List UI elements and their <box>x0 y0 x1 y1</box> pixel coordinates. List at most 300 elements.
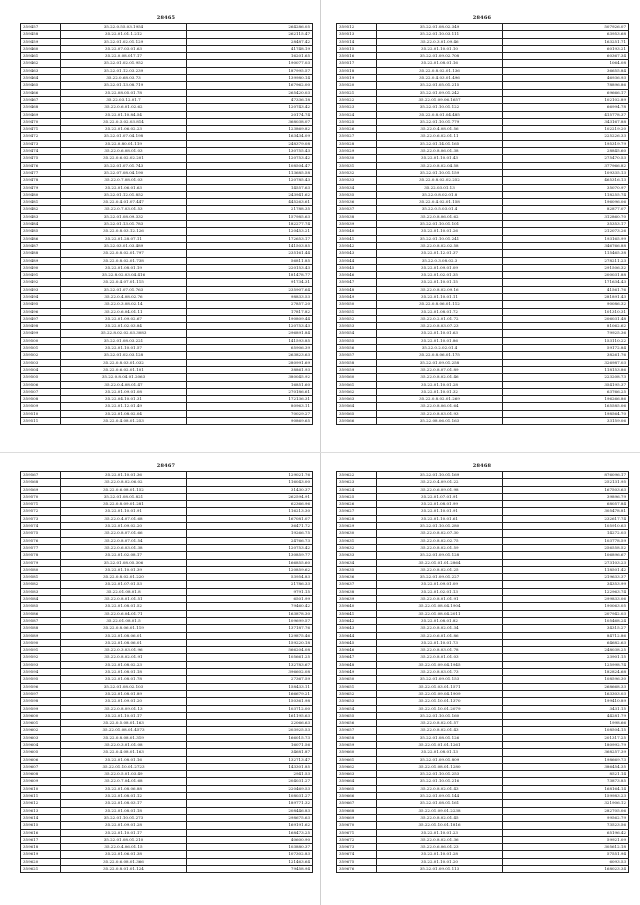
amount-cell: 200031.88 <box>503 272 629 279</box>
table-row <box>337 199 629 206</box>
reference-code-cell: 35.22.01.08.09.332 <box>61 213 187 220</box>
row-id-cell: 359582 <box>21 581 61 588</box>
row-id-cell: 359635 <box>337 566 377 573</box>
table-row <box>21 705 313 712</box>
table-row <box>21 169 313 176</box>
row-id-cell: 359631 <box>337 537 377 544</box>
table-row <box>337 89 629 96</box>
table-row <box>337 111 629 118</box>
table-row <box>337 67 629 74</box>
reference-code-cell: 35.22.01.10.01.216 <box>377 778 503 785</box>
reference-code-cell: 35.22.01.09.01.08 <box>61 388 187 395</box>
table-row <box>337 778 629 785</box>
table-row <box>21 330 313 337</box>
row-id-cell: 359663 <box>337 771 377 778</box>
reference-code-cell: 35.22.0.5.03.01.4 <box>377 206 503 213</box>
row-id-cell: 359634 <box>337 559 377 566</box>
reference-code-cell: 35.22.01.08.01.78 <box>61 676 187 683</box>
table-row <box>337 661 629 668</box>
row-id-cell: 359624 <box>337 486 377 493</box>
amount-cell: 172136.31 <box>187 396 313 403</box>
reference-code-cell: 35.22.0.8.02.01.43 <box>377 727 503 734</box>
amount-cell: 161195.63 <box>187 712 313 719</box>
reference-code-cell: 35.22.0.08.017.17 <box>61 53 187 60</box>
amount-cell: 120753.42 <box>187 544 313 551</box>
row-id-cell: 359671 <box>337 829 377 836</box>
amount-cell: 396602.08 <box>187 669 313 676</box>
reference-code-cell: 35.22.01.10.01.61 <box>377 515 503 522</box>
amount-cell: 62366.96 <box>187 501 313 508</box>
amount-cell: 20174.74 <box>187 111 313 118</box>
reference-code-cell: 35.22.08.06.01.163 <box>377 418 503 425</box>
reference-code-cell: 35.22.01.10.01.122 <box>377 104 503 111</box>
row-id-cell: 359599 <box>21 705 61 712</box>
table-row <box>337 698 629 705</box>
row-id-cell: 359476 <box>21 162 61 169</box>
row-id-cell: 359509 <box>21 403 61 410</box>
table-row <box>337 104 629 111</box>
table-row <box>337 359 629 366</box>
row-id-cell: 359546 <box>337 272 377 279</box>
table-row <box>337 228 629 235</box>
reference-code-cell: 35.22.01.10.01.43 <box>377 155 503 162</box>
row-id-cell: 359653 <box>337 698 377 705</box>
row-id-cell: 359666 <box>337 793 377 800</box>
table-row <box>337 515 629 522</box>
amount-cell: 24766.73 <box>187 537 313 544</box>
reference-code-cell: 35.22.01.10.01.91 <box>377 508 503 515</box>
table-row <box>337 286 629 293</box>
reference-code-cell: 35.22.0.6.02.02.201 <box>61 155 187 162</box>
amount-cell: 22066.63 <box>187 720 313 727</box>
amount-cell: 116213.30 <box>187 508 313 515</box>
row-id-cell: 359590 <box>21 639 61 646</box>
table-row <box>21 403 313 410</box>
reference-code-cell: 35.22.01.09.01.113 <box>377 866 503 873</box>
row-id-cell: 359621 <box>21 866 61 873</box>
amount-cell: 130859.77 <box>187 552 313 559</box>
table-row <box>337 632 629 639</box>
row-id-cell: 359644 <box>337 632 377 639</box>
reference-code-cell: 35.22.01.09.02.708 <box>377 53 503 60</box>
row-id-cell: 359481 <box>21 199 61 206</box>
amount-cell: 235907.64 <box>187 286 313 293</box>
amount-cell: 163434.09 <box>187 133 313 140</box>
reference-code-cell: 35.22.0.3.03.01.96 <box>61 647 187 654</box>
row-id-cell: 359601 <box>21 720 61 727</box>
reference-code-cell: 35.22.01.10.01.2723 <box>61 763 187 770</box>
table-row <box>337 836 629 843</box>
reference-code-cell: 35.22.01.10.01.1816 <box>377 822 503 829</box>
reference-code-cell: 35.22.01.08.01.16 <box>61 756 187 763</box>
amount-cell: 268668.33 <box>503 683 629 690</box>
amount-cell: 165585.06 <box>503 403 629 410</box>
table-row <box>21 67 313 74</box>
row-id-cell: 359472 <box>21 133 61 140</box>
table-row <box>337 381 629 388</box>
reference-code-cell: 35.22.01.12.03.239 <box>61 67 187 74</box>
amount-cell: 116043.00 <box>187 479 313 486</box>
table-row <box>337 588 629 595</box>
amount-cell: 163878.30 <box>187 610 313 617</box>
row-id-cell: 359457 <box>21 24 61 31</box>
row-id-cell: 359661 <box>337 756 377 763</box>
amount-cell: 79458.94 <box>187 866 313 873</box>
reference-code-cell: 35.22.0.8.06.01.62 <box>377 213 503 220</box>
amount-cell: 115465.38 <box>503 250 629 257</box>
table-row <box>21 24 313 31</box>
amount-cell: 280991.69 <box>187 359 313 366</box>
amount-cell: 166679.21 <box>187 690 313 697</box>
amount-cell: 34681.87 <box>187 749 313 756</box>
row-id-cell: 359614 <box>21 814 61 821</box>
row-id-cell: 359594 <box>21 669 61 676</box>
reference-code-cell: 35.22.01.10.01.241 <box>377 235 503 242</box>
amount-cell: 2941.53 <box>187 771 313 778</box>
reference-code-cell: 35.22.0.3.08.02.14 <box>61 301 187 308</box>
reference-code-cell: 35.22.0.8.02.01.136 <box>377 67 503 74</box>
table-row <box>21 126 313 133</box>
reference-code-cell: 35.22.0.8.03.01.032 <box>61 359 187 366</box>
row-id-cell: 359676 <box>337 866 377 873</box>
table-row <box>21 596 313 603</box>
data-table <box>336 471 629 873</box>
row-id-cell: 359549 <box>337 293 377 300</box>
row-id-cell: 359664 <box>337 778 377 785</box>
amount-cell: 102102.89 <box>503 96 629 103</box>
amount-cell: 166015.73 <box>187 734 313 741</box>
reference-code-cell: 35.22.01.10.01.253 <box>377 771 503 778</box>
reference-code-cell: 35.22.01.10.01.11 <box>377 293 503 300</box>
row-id-cell: 359541 <box>337 235 377 242</box>
table-row <box>21 683 313 690</box>
reference-code-cell: 35.22.0.6.08.01.366 <box>61 858 187 865</box>
row-id-cell: 359588 <box>21 625 61 632</box>
amount-cell: 118255.74 <box>503 191 629 198</box>
reference-code-cell: 35.22.01.10.01.39 <box>61 566 187 573</box>
table-row <box>21 381 313 388</box>
row-id-cell: 359493 <box>21 286 61 293</box>
reference-code-cell: 35.22.01.09.02.67 <box>61 315 187 322</box>
row-id-cell: 359575 <box>21 530 61 537</box>
reference-code-cell: 35.22.01.09.01.809 <box>377 756 503 763</box>
reference-code-cell: 35.22.0.6.02.01.101 <box>61 366 187 373</box>
reference-code-cell: 35.22.01.10.01.169 <box>377 472 503 479</box>
amount-cell: 198669.73 <box>503 756 629 763</box>
row-id-cell: 359462 <box>21 60 61 67</box>
table-row <box>21 749 313 756</box>
amount-cell: 193165.99 <box>503 235 629 242</box>
table-row <box>21 771 313 778</box>
amount-cell: 262594.91 <box>187 493 313 500</box>
amount-cell: 182824.68 <box>503 669 629 676</box>
row-id-cell: 359488 <box>21 250 61 257</box>
amount-cell: 225226.33 <box>503 133 629 140</box>
amount-cell: 120743.42 <box>187 104 313 111</box>
table-row <box>337 140 629 147</box>
table-row <box>337 118 629 125</box>
table-row <box>337 315 629 322</box>
row-id-cell: 359558 <box>337 359 377 366</box>
table-row <box>21 858 313 865</box>
reference-code-cell: 35.22.0.4.08.01.56 <box>377 126 503 133</box>
amount-cell: 64682.63 <box>503 639 629 646</box>
reference-code-cell: 35.22.0.8.03.01.93 <box>377 410 503 417</box>
reference-code-cell: 35.22.0.6.06.01.23 <box>377 844 503 851</box>
reference-code-cell: 35.22.01.10.01.17 <box>61 829 187 836</box>
table-row <box>337 272 629 279</box>
table-row <box>21 199 313 206</box>
table-row <box>21 155 313 162</box>
amount-cell: 73523.56 <box>503 822 629 829</box>
table-row <box>337 771 629 778</box>
reference-code-cell: 35.22.0.6.04.01.71 <box>61 610 187 617</box>
amount-cell: 507926.07 <box>503 24 629 31</box>
reference-code-cell: 35.22.01.10.01.15 <box>377 279 503 286</box>
reference-code-cell: 35.22.0.6.03.01.38 <box>61 544 187 551</box>
amount-cell: 275470.53 <box>503 155 629 162</box>
row-id-cell: 359547 <box>337 279 377 286</box>
row-id-cell: 359552 <box>337 315 377 322</box>
row-id-cell: 359626 <box>337 501 377 508</box>
amount-cell: 6501.99 <box>187 596 313 603</box>
reference-code-cell: 35.22.0.8.03.01.73 <box>377 669 503 676</box>
reference-code-cell: 35.22.03.01.13 <box>377 184 503 191</box>
table-row <box>337 293 629 300</box>
row-id-cell: 359499 <box>21 330 61 337</box>
amount-cell: 566204.08 <box>187 647 313 654</box>
table-row <box>21 148 313 155</box>
table-row <box>21 617 313 624</box>
row-id-cell: 359506 <box>21 381 61 388</box>
row-id-cell: 359556 <box>337 345 377 352</box>
row-id-cell: 359517 <box>337 60 377 67</box>
table-row <box>337 581 629 588</box>
table-row <box>21 45 313 52</box>
reference-code-cell: 35.22.0.6.04.01.11 <box>61 308 187 315</box>
amount-cell: 139980.14 <box>187 75 313 82</box>
row-id-cell: 359548 <box>337 286 377 293</box>
reference-code-cell: 35.22.0.8.02.01.8 <box>377 191 503 198</box>
reference-code-cell: 35.22.01.10.01.63 <box>377 330 503 337</box>
amount-cell: 56811.85 <box>187 257 313 264</box>
reference-code-cell: 35.22.01.06.01.63 <box>61 184 187 191</box>
row-id-cell: 359650 <box>337 676 377 683</box>
reference-code-cell: 35.22.01.12.01.49 <box>61 403 187 410</box>
reference-code-cell: 35.22.0.3.01.09.46 <box>377 38 503 45</box>
row-id-cell: 359498 <box>21 323 61 330</box>
amount-cell: 1998.66 <box>503 720 629 727</box>
table-row <box>337 486 629 493</box>
row-id-cell: 359555 <box>337 337 377 344</box>
reference-code-cell: 35.22.01.06.02.23 <box>61 126 187 133</box>
row-id-cell: 359565 <box>337 410 377 417</box>
reference-code-cell: 35.22.01.08.03.17 <box>61 800 187 807</box>
reference-code-cell: 35.22.01.08.04.2011 <box>377 610 503 617</box>
row-id-cell: 359502 <box>21 352 61 359</box>
amount-cell: 59172.84 <box>503 345 629 352</box>
row-id-cell: 359494 <box>21 293 61 300</box>
reference-code-cell: 35.22.01.10.01.20 <box>377 858 503 865</box>
row-id-cell: 359514 <box>337 38 377 45</box>
row-id-cell: 359471 <box>21 126 61 133</box>
table-row <box>337 155 629 162</box>
row-id-cell: 359630 <box>337 530 377 537</box>
table-row <box>337 133 629 140</box>
table-row <box>337 829 629 836</box>
table-row <box>337 866 629 873</box>
table-row <box>21 741 313 748</box>
table-row <box>21 118 313 125</box>
reference-code-cell: 35.22.0.8.07.01.89 <box>377 366 503 373</box>
amount-cell: 130755.43 <box>187 148 313 155</box>
reference-code-cell: 35.22.0.8.01.01.03 <box>377 654 503 661</box>
reference-code-cell: 35.22.0.8.02.01.797 <box>61 250 187 257</box>
row-id-cell: 359489 <box>21 257 61 264</box>
amount-cell: 167081.07 <box>187 515 313 522</box>
table-row <box>21 206 313 213</box>
row-id-cell: 359625 <box>337 493 377 500</box>
row-id-cell: 359568 <box>21 479 61 486</box>
amount-cell: 326987.03 <box>503 359 629 366</box>
row-id-cell: 359639 <box>337 596 377 603</box>
table-row <box>21 315 313 322</box>
reference-code-cell: 35.22.0.8.06.01.119 <box>61 625 187 632</box>
table-row <box>337 647 629 654</box>
amount-cell: 159983.23 <box>503 793 629 800</box>
amount-cell: 296891.84 <box>187 330 313 337</box>
table-row <box>337 242 629 249</box>
reference-code-cell: 35.22.0.8.02.01.269 <box>377 396 503 403</box>
table-row <box>21 359 313 366</box>
reference-code-cell: 35.22.8.02.02.03.3083 <box>61 330 187 337</box>
amount-cell: 34315.27 <box>503 625 629 632</box>
row-id-cell: 359638 <box>337 588 377 595</box>
reference-code-cell: 35.22.01.03.01.1571 <box>377 683 503 690</box>
amount-cell: 368038.07 <box>187 118 313 125</box>
table-row <box>21 388 313 395</box>
table-row <box>21 610 313 617</box>
row-id-cell: 359647 <box>337 654 377 661</box>
table-block <box>20 14 312 425</box>
amount-cell: 103778.59 <box>503 537 629 544</box>
amount-cell: 354195.37 <box>503 381 629 388</box>
reference-code-cell: 35.22.01.08.02.23 <box>61 661 187 668</box>
table-row <box>337 741 629 748</box>
row-id-cell: 359643 <box>337 625 377 632</box>
table-row <box>337 493 629 500</box>
table-row <box>21 184 313 191</box>
reference-code-cell: 35.22.01.05.01.215 <box>377 82 503 89</box>
table-row <box>21 756 313 763</box>
table-row <box>21 308 313 315</box>
reference-code-cell: 35.22.01.09.01.09 <box>377 581 503 588</box>
row-id-cell: 359667 <box>337 800 377 807</box>
row-id-cell: 359567 <box>21 472 61 479</box>
row-id-cell: 359574 <box>21 523 61 530</box>
row-id-cell: 359642 <box>337 617 377 624</box>
row-id-cell: 359544 <box>337 257 377 264</box>
reference-code-cell: 35.22.01.13.08.719 <box>61 82 187 89</box>
table-row <box>337 31 629 38</box>
reference-code-cell: 35.22.01.08.02.103 <box>61 683 187 690</box>
reference-code-cell: 35.22.01.10.01.2079 <box>377 705 503 712</box>
amount-cell: 180992.79 <box>503 741 629 748</box>
amount-cell: 78896.86 <box>503 82 629 89</box>
row-id-cell: 359501 <box>21 345 61 352</box>
reference-code-cell: 35.22.01.08.04.1904 <box>377 603 503 610</box>
row-id-cell: 359633 <box>337 552 377 559</box>
table-row <box>21 712 313 719</box>
reference-code-cell: 35.22.0.8.06.01.38 <box>377 148 503 155</box>
block-title: 28465 <box>156 15 176 21</box>
amount-cell: 34353.99 <box>503 581 629 588</box>
amount-cell: 137187.76 <box>187 625 313 632</box>
table-row <box>337 169 629 176</box>
reference-code-cell: 35.22.01.12.01.37 <box>377 250 503 257</box>
reference-code-cell: 35.22.01.02.01.35 <box>377 272 503 279</box>
table-row <box>21 374 313 381</box>
reference-code-cell: 35.22.0.8.02.02.58 <box>377 242 503 249</box>
reference-code-cell: 35.22.01.08.01.18 <box>61 669 187 676</box>
table-row <box>337 279 629 286</box>
table-row <box>21 836 313 843</box>
amount-cell: 252131.95 <box>503 479 629 486</box>
row-id-cell: 359573 <box>21 515 61 522</box>
row-id-cell: 359620 <box>21 858 61 865</box>
reference-code-cell: 35.22.0.8.04.01.2063 <box>61 374 187 381</box>
amount-cell: 386454.35 <box>503 763 629 770</box>
table-row <box>337 323 629 330</box>
table-row <box>21 486 313 493</box>
reference-code-cell: 35.22.01.10.01.23 <box>377 829 503 836</box>
table-row <box>21 566 313 573</box>
reference-code-cell: 35.22.01.02.03.128 <box>61 352 187 359</box>
row-id-cell: 359598 <box>21 698 61 705</box>
reference-code-cell: 35.22.0.8.08.01.319 <box>61 734 187 741</box>
row-id-cell: 359616 <box>21 829 61 836</box>
row-id-cell: 359537 <box>337 206 377 213</box>
table-row <box>21 654 313 661</box>
amount-cell: 28845.60 <box>503 148 629 155</box>
table-row <box>21 552 313 559</box>
amount-cell: 223208.73 <box>503 374 629 381</box>
reference-code-cell: 35.22.01.13.01.783 <box>61 221 187 228</box>
row-id-cell: 359540 <box>337 228 377 235</box>
amount-cell: 281891.43 <box>503 293 629 300</box>
amount-cell: 90869.65 <box>187 418 313 425</box>
amount-cell: 14272.03 <box>503 530 629 537</box>
reference-code-cell: 35.22.0.6.02.01.11 <box>377 133 503 140</box>
row-id-cell: 359539 <box>337 221 377 228</box>
table-row <box>337 807 629 814</box>
amount-cell: 143301.85 <box>187 763 313 770</box>
amount-cell: 108504.15 <box>503 727 629 734</box>
table-row <box>21 763 313 770</box>
table-row <box>21 800 313 807</box>
amount-cell: 98833.53 <box>187 293 313 300</box>
row-id-cell: 359545 <box>337 264 377 271</box>
amount-cell: 203925.53 <box>187 727 313 734</box>
amount-cell: 206031.48 <box>503 315 629 322</box>
row-id-cell: 359487 <box>21 242 61 249</box>
row-id-cell: 359497 <box>21 315 61 322</box>
amount-cell: 57551.94 <box>503 851 629 858</box>
amount-cell: 172653.17 <box>187 235 313 242</box>
amount-cell: 270186.61 <box>187 388 313 395</box>
reference-code-cell: 35.22.0.8.03.07.23 <box>377 323 503 330</box>
table-row <box>337 388 629 395</box>
